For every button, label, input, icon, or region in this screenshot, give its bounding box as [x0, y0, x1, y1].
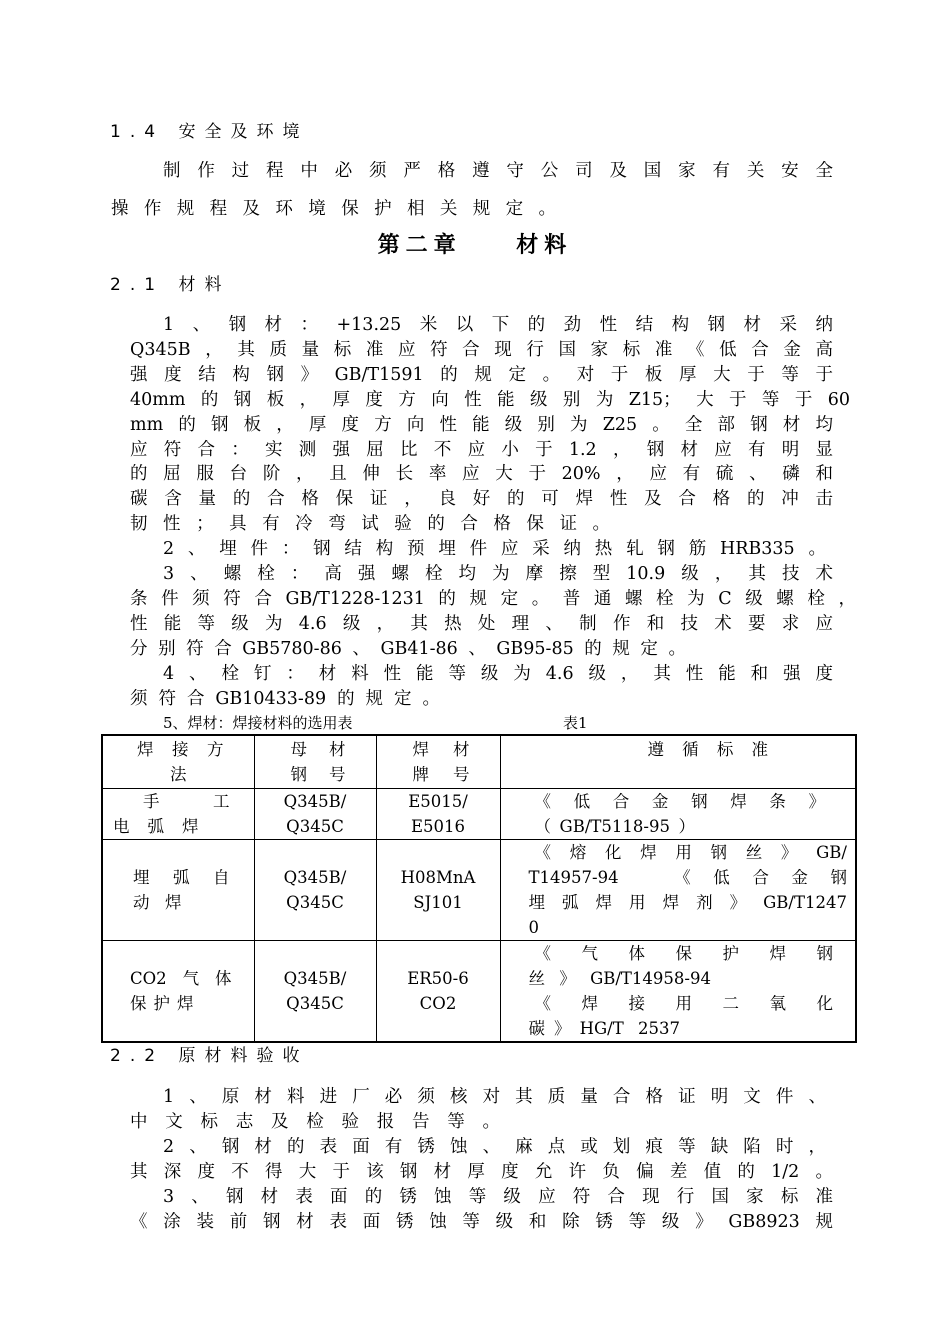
text-line: 条件须符合GB/T1228-1231的规定。普通螺栓为C级螺栓，	[130, 589, 856, 609]
header-text: 焊接方	[137, 740, 224, 759]
text-line: Q345B，其质量标准应符合现行国家标准《低合金高	[130, 340, 833, 360]
section-1-4-heading-line	[0, 117, 950, 147]
table-cell	[102, 941, 254, 1043]
table-row	[102, 941, 856, 1043]
cell-text: Q345B/	[283, 969, 347, 988]
text-line: 应符合：实测强屈比不应小于1.2，钢材应有明显	[130, 440, 833, 460]
cell-text: CO2气体	[130, 969, 232, 988]
header-cell	[376, 735, 500, 789]
header-cell	[254, 735, 376, 789]
welding-materials-table	[101, 734, 857, 1043]
cell-text: Q345C	[286, 994, 344, 1013]
table-number: 表1	[563, 714, 588, 732]
text-line: 2、钢材的表面有锈蚀、麻点或划痕等缺陷时，	[163, 1137, 826, 1157]
text-line: 《涂装前钢材表面锈蚀等级和除锈等级》GB8923规	[130, 1212, 833, 1232]
header-cell	[102, 735, 254, 789]
table-caption: 5、焊材：焊接材料的选用表	[163, 714, 353, 732]
cell-text: （GB/T5118-95）	[534, 817, 695, 836]
section-heading: 2.1 材料	[110, 275, 231, 295]
table-cell	[254, 941, 376, 1043]
table-header-row	[102, 735, 856, 789]
cell-text: 丝》GB/T14958-94	[528, 969, 711, 988]
cell-text: 《低合金钢焊条》	[534, 792, 825, 811]
cell-text: 0	[528, 918, 539, 937]
text-line: 4、栓钉：材料性能等级为4.6级，其性能和强度	[163, 664, 833, 684]
table-cell	[376, 840, 500, 941]
header-text: 遵循标准	[647, 740, 768, 759]
text-line: 其深度不得大于该钢材厚度允许负偏差值的1/2。	[130, 1162, 833, 1182]
section-2-1-heading-line	[0, 270, 950, 300]
table-cell	[500, 941, 856, 1043]
text-line: 制作过程中必须严格遵守公司及国家有关安全	[163, 161, 833, 181]
header-text: 法	[170, 765, 187, 784]
cell-text: E5015/	[408, 792, 468, 811]
cell-text: Q345B/	[283, 792, 347, 811]
section-2-2-heading-line	[0, 1041, 950, 1071]
cell-text: 埋弧自	[133, 868, 230, 887]
cell-text: 《焊接用二氧化	[534, 994, 833, 1013]
cell-text: Q345B/	[283, 868, 347, 887]
cell-text: Q345C	[286, 893, 344, 912]
section-heading: 1.4 安全及环境	[110, 122, 309, 142]
paragraph-line	[0, 194, 950, 224]
text-line: 分别符合GB5780-86、GB41-86、GB95-85的规定。	[130, 639, 686, 659]
header-text: 焊材	[412, 740, 470, 759]
text-line: 2、埋件：钢结构预埋件应采纳热轧钢筋HRB335。	[163, 539, 826, 559]
table-cell	[376, 941, 500, 1043]
text-line: 强度结构钢》GB/T1591的规定。对于板厚大于等于	[130, 365, 833, 385]
cell-text: 手工	[143, 792, 230, 811]
cell-text: 埋弧焊用焊剂》GB/T1247	[528, 893, 847, 912]
cell-text: E5016	[410, 817, 466, 836]
table-cell	[376, 789, 500, 840]
cell-text: 动焊	[133, 893, 182, 912]
text-line: 操作规程及环境保护相关规定。	[111, 199, 556, 219]
table-cell	[254, 789, 376, 840]
cell-text: SJ101	[413, 893, 463, 912]
table-cell	[102, 789, 254, 840]
paragraph-line	[0, 1207, 950, 1237]
cell-text: 碳》HG/T 2537	[528, 1019, 680, 1038]
text-line: 的屈服台阶，且伸长率应大于20%，应有硫、磷和	[130, 464, 833, 484]
cell-text: H08MnA	[400, 868, 476, 887]
text-line: 须符合GB10433-89的规定。	[130, 689, 440, 709]
cell-text: 《熔化焊用钢丝》GB/	[534, 843, 847, 862]
table-cell	[254, 840, 376, 941]
table-cell	[102, 840, 254, 941]
header-text: 母材	[290, 740, 346, 759]
cell-text: ER50-6	[407, 969, 469, 988]
cell-text: 电弧焊	[113, 817, 199, 836]
cell-text: 保护焊	[130, 994, 194, 1013]
table-cell	[500, 840, 856, 941]
cell-text: T14957-94 《低合金钢	[528, 868, 847, 887]
table-row	[102, 840, 856, 941]
paragraph-line	[0, 156, 950, 186]
table-cell	[500, 789, 856, 840]
table-row	[102, 789, 856, 840]
header-cell	[500, 735, 856, 789]
text-line: 1、原材料进厂必须核对其质量合格证明文件、	[163, 1087, 826, 1107]
text-line: 3、钢材表面的锈蚀等级应符合现行国家标准	[163, 1187, 833, 1207]
cell-text: Q345C	[286, 817, 344, 836]
text-line: 中文标志及检验报告等。	[130, 1112, 500, 1132]
cell-text: 《气体保护焊钢	[534, 944, 833, 963]
text-line: 1、钢材：+13.25米以下的劲性结构钢材采纳	[163, 315, 833, 335]
text-line: 性能等级为4.6级，其热处理、制作和技术要求应	[130, 614, 833, 634]
header-text: 牌号	[412, 765, 470, 784]
header-text: 钢号	[290, 765, 346, 784]
text-line: 韧性；具有冷弯试验的合格保证。	[130, 514, 610, 534]
chapter-title: 第二章 材料	[377, 233, 573, 258]
text-line: 3、螺栓：高强螺栓均为摩擦型10.9级，其技术	[163, 564, 833, 584]
text-line: 碳含量的合格保证，良好的可焊性及合格的冲击	[130, 489, 833, 509]
cell-text: CO2	[419, 994, 457, 1013]
section-heading: 2.2 原材料验收	[110, 1046, 309, 1066]
text-line: mm的钢板，厚度方向性能级别为Z25。全部钢材均	[130, 415, 833, 435]
text-line: 40mm的钢板，厚度方向性能级别为Z15；大于等于60	[130, 390, 850, 410]
